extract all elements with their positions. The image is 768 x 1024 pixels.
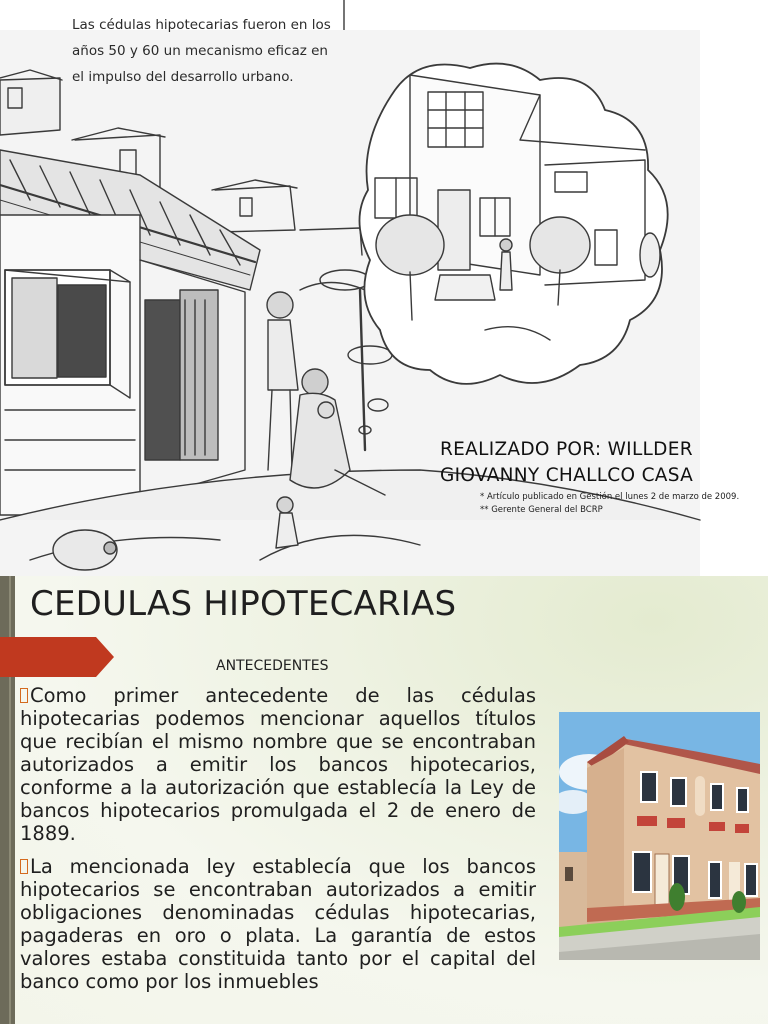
paragraph-1 (20, 684, 536, 845)
author-credit: REALIZADO POR: WILLDER GIOVANNY CHALLCO CASA (440, 439, 694, 486)
section-heading: ANTECEDENTES (216, 658, 329, 674)
slide-2 (0, 576, 768, 1024)
townhouse-photo (559, 712, 760, 960)
paragraph-1-text: Como primer antecedente de las cédulas hipotecarias podemos mencionar aquellos títulos que recibían el mismo nombre que se encontraban autorizados a emitir los bancos hipotecarios, conforme a la autorización que establecía la Ley de bancos hipotecarios promulgada el 2 de enero de 1889. (20, 684, 536, 845)
body-text (20, 684, 536, 1003)
bullet-icon (20, 688, 28, 703)
paragraph-2-text: La mencionada ley establecía que los bancos hipotecarios se encontraban autorizados a emitir obligaciones denominadas cédulas hipotecarias, pagaderas en oro o plata. La garantía de estos valores estaba constituida tanto por el capital del banco como por los inmuebles (20, 855, 536, 993)
footnote-role: ** Gerente General del BCRP (480, 505, 603, 515)
paragraph-2 (20, 855, 536, 993)
bullet-icon (20, 859, 28, 874)
red-arrow-tab (0, 637, 114, 677)
footnotes (480, 491, 739, 517)
slide-caption: Las cédulas hipotecarias fueron en los años 50 y 60 un mecanismo eficaz en el impulso del desarrollo urbano. (72, 17, 331, 85)
footnote-article: * Artículo publicado en Gestión el lunes 2 de marzo de 2009. (480, 492, 740, 502)
slide-title: CEDULAS HIPOTECARIAS (30, 584, 457, 624)
